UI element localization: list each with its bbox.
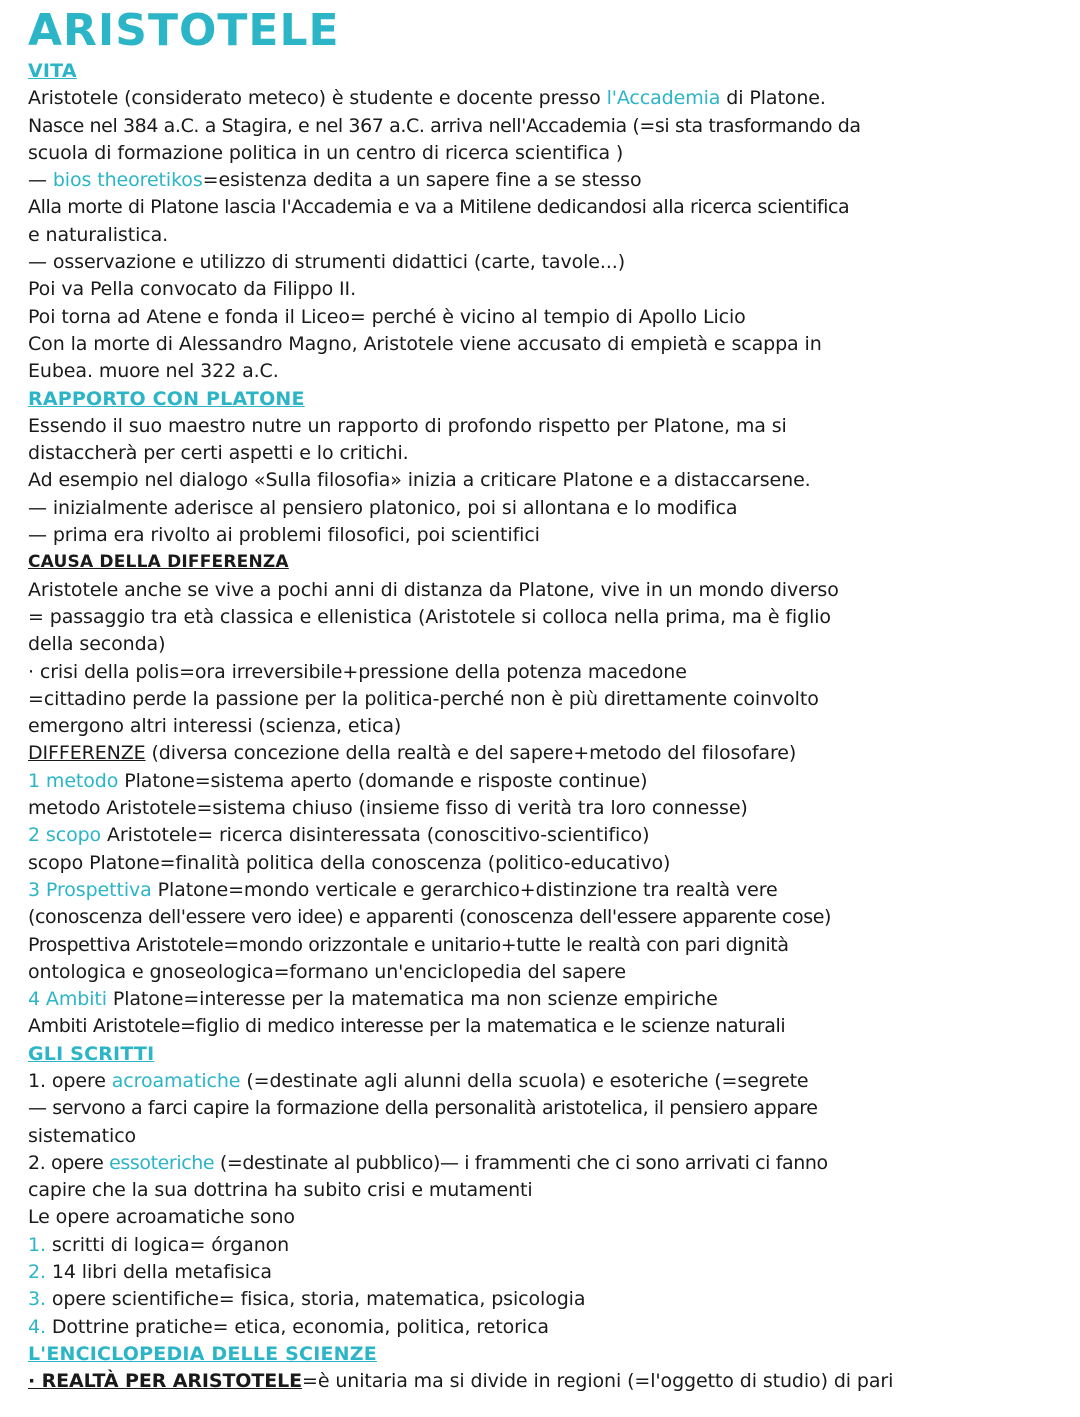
text: Platone=mondo verticale e gerarchico+distinzione tra realtà vere bbox=[151, 878, 778, 901]
text: — bbox=[28, 169, 53, 192]
section-heading-enciclopedia: L'ENCICLOPEDIA DELLE SCIENZE bbox=[28, 1342, 377, 1365]
text: 1. opere bbox=[28, 1069, 112, 1092]
highlight-term: 3 Prospettiva bbox=[28, 878, 152, 901]
highlight-term: l'Accademia bbox=[606, 87, 721, 110]
text-line: distaccherà per certi aspetti e lo critichi. bbox=[28, 442, 409, 465]
text-line: Ad esempio nel dialogo «Sulla filosofia» inizia a criticare Platone e a distaccarsene. bbox=[28, 469, 811, 492]
text: Platone=sistema aperto (domande e risposte continue) bbox=[118, 769, 648, 792]
text-line bbox=[28, 877, 1058, 904]
list-number: 2. bbox=[28, 1261, 46, 1284]
text: di Platone. bbox=[720, 87, 826, 110]
text: 14 libri della metafisica bbox=[45, 1261, 272, 1284]
text-line: = passaggio tra età classica e ellenistica (Aristotele si colloca nella prima, ma è figlio bbox=[28, 605, 831, 628]
text-line: Prospettiva Aristotele=mondo orizzontale e unitario+tutte le realtà con pari dignità bbox=[28, 933, 789, 956]
text-line: ontologica e gnoseologica=formano un'enciclopedia del sapere bbox=[28, 960, 627, 983]
text: scritti di logica= órganon bbox=[45, 1233, 290, 1256]
text-line: scopo Platone=finalità politica della conoscenza (politico-educativo) bbox=[28, 851, 671, 874]
text-line bbox=[28, 768, 1058, 795]
text-line bbox=[28, 1150, 1058, 1177]
text-line bbox=[28, 1368, 1058, 1395]
text-line: scuola di formazione politica in un centro di ricerca scientifica ) bbox=[28, 141, 624, 164]
text: Aristotele= ricerca disinteressata (conoscitivo-scientifico) bbox=[101, 824, 650, 847]
text-line: (conoscenza dell'essere vero idee) e apparenti (conoscenza dell'essere apparente cose) bbox=[28, 906, 832, 929]
text-line: Ambiti Aristotele=figlio di medico interesse per la matematica e le scienze naturali bbox=[28, 1015, 786, 1038]
text-line: sistematico bbox=[28, 1124, 137, 1147]
text-line bbox=[28, 167, 1058, 194]
text: =è unitaria ma si divide in regioni (=l'oggetto di studio) di pari bbox=[302, 1370, 894, 1393]
text-line: · crisi della polis=ora irreversibile+pressione della potenza macedone bbox=[28, 660, 687, 683]
list-item bbox=[28, 1232, 1058, 1259]
list-item bbox=[28, 1286, 1058, 1313]
list-number: 1. bbox=[28, 1233, 46, 1256]
text-line: e naturalistica. bbox=[28, 223, 169, 246]
list-item bbox=[28, 1314, 1058, 1341]
text: =esistenza dedita a un sapere fine a se stesso bbox=[202, 169, 642, 192]
text-line: della seconda) bbox=[28, 633, 166, 656]
text-line: =cittadino perde la passione per la politica-perché non è più direttamente coinvolto bbox=[28, 687, 819, 710]
text: Platone=interesse per la matematica ma non scienze empiriche bbox=[106, 988, 718, 1011]
text: (=destinate agli alunni della scuola) e esoteriche (=segrete bbox=[240, 1069, 809, 1092]
text-line: — inizialmente aderisce al pensiero platonico, poi si allontana e lo modifica bbox=[28, 496, 738, 519]
text-line: Eubea. muore nel 322 a.C. bbox=[28, 360, 279, 383]
highlight-term: bios theoretikos bbox=[52, 169, 203, 192]
highlight-term: essoteriche bbox=[109, 1151, 215, 1174]
text-line: — osservazione e utilizzo di strumenti didattici (carte, tavole...) bbox=[28, 251, 626, 274]
text-line: Alla morte di Platone lascia l'Accademia e va a Mitilene dedicandosi alla ricerca scientifica bbox=[28, 196, 850, 219]
text-line bbox=[28, 85, 1058, 112]
section-heading-vita: VITA bbox=[28, 60, 77, 82]
highlight-term: 4 Ambiti bbox=[28, 988, 107, 1011]
text-line: Aristotele anche se vive a pochi anni di distanza da Platone, vive in un mondo diverso bbox=[28, 578, 839, 601]
text-line bbox=[28, 740, 1058, 767]
text: (diversa concezione della realtà e del sapere+metodo del filosofare) bbox=[145, 742, 797, 765]
list-item bbox=[28, 1259, 1058, 1286]
text: Dottrine pratiche= etica, economia, politica, retorica bbox=[45, 1315, 549, 1338]
text-line: Le opere acroamatiche sono bbox=[28, 1206, 295, 1229]
text: opere scientifiche= fisica, storia, matematica, psicologia bbox=[45, 1288, 586, 1311]
highlight-term: 2 scopo bbox=[28, 824, 102, 847]
text-line bbox=[28, 986, 1058, 1013]
text-line: capire che la sua dottrina ha subito crisi e mutamenti bbox=[28, 1179, 533, 1202]
highlight-term: 1 metodo bbox=[28, 769, 119, 792]
section-heading-scritti: GLI SCRITTI bbox=[28, 1042, 155, 1065]
text-line: emergono altri interessi (scienza, etica) bbox=[28, 715, 402, 738]
text: (=destinate al pubblico)— i frammenti che ci sono arrivati ci fanno bbox=[214, 1151, 828, 1174]
highlight-term: acroamatiche bbox=[111, 1069, 241, 1092]
page-title: ARISTOTELE bbox=[28, 5, 340, 56]
subheading: · REALTÀ PER ARISTOTELE bbox=[28, 1370, 302, 1393]
text-line bbox=[28, 1068, 1058, 1095]
text-line bbox=[28, 822, 1058, 849]
section-heading-rapporto: RAPPORTO CON PLATONE bbox=[28, 387, 305, 410]
text: 2. opere bbox=[28, 1151, 110, 1174]
text-line: — prima era rivolto ai problemi filosofici, poi scientifici bbox=[28, 524, 540, 547]
list-number: 3. bbox=[28, 1288, 46, 1311]
text: Aristotele (considerato meteco) è studente e docente presso bbox=[28, 87, 607, 110]
text-line: Essendo il suo maestro nutre un rapporto di profondo rispetto per Platone, ma si bbox=[28, 414, 787, 437]
section-heading-causa: CAUSA DELLA DIFFERENZA bbox=[28, 552, 289, 573]
text-line: — servono a farci capire la formazione della personalità aristotelica, il pensiero appare bbox=[28, 1097, 818, 1120]
text-line: Poi torna ad Atene e fonda il Liceo= perché è vicino al tempio di Apollo Licio bbox=[28, 305, 746, 328]
text-line: metodo Aristotele=sistema chiuso (insieme fisso di verità tra loro connesse) bbox=[28, 797, 748, 820]
text-line: Con la morte di Alessandro Magno, Aristotele viene accusato di empietà e scappa in bbox=[28, 332, 822, 355]
text-line: Nasce nel 384 a.C. a Stagira, e nel 367 a.C. arriva nell'Accademia (=si sta trasformando da bbox=[28, 114, 861, 137]
section-heading-differenze: DIFFERENZE bbox=[28, 742, 146, 765]
text-line: Poi va Pella convocato da Filippo II. bbox=[28, 278, 357, 301]
list-number: 4. bbox=[28, 1315, 46, 1338]
